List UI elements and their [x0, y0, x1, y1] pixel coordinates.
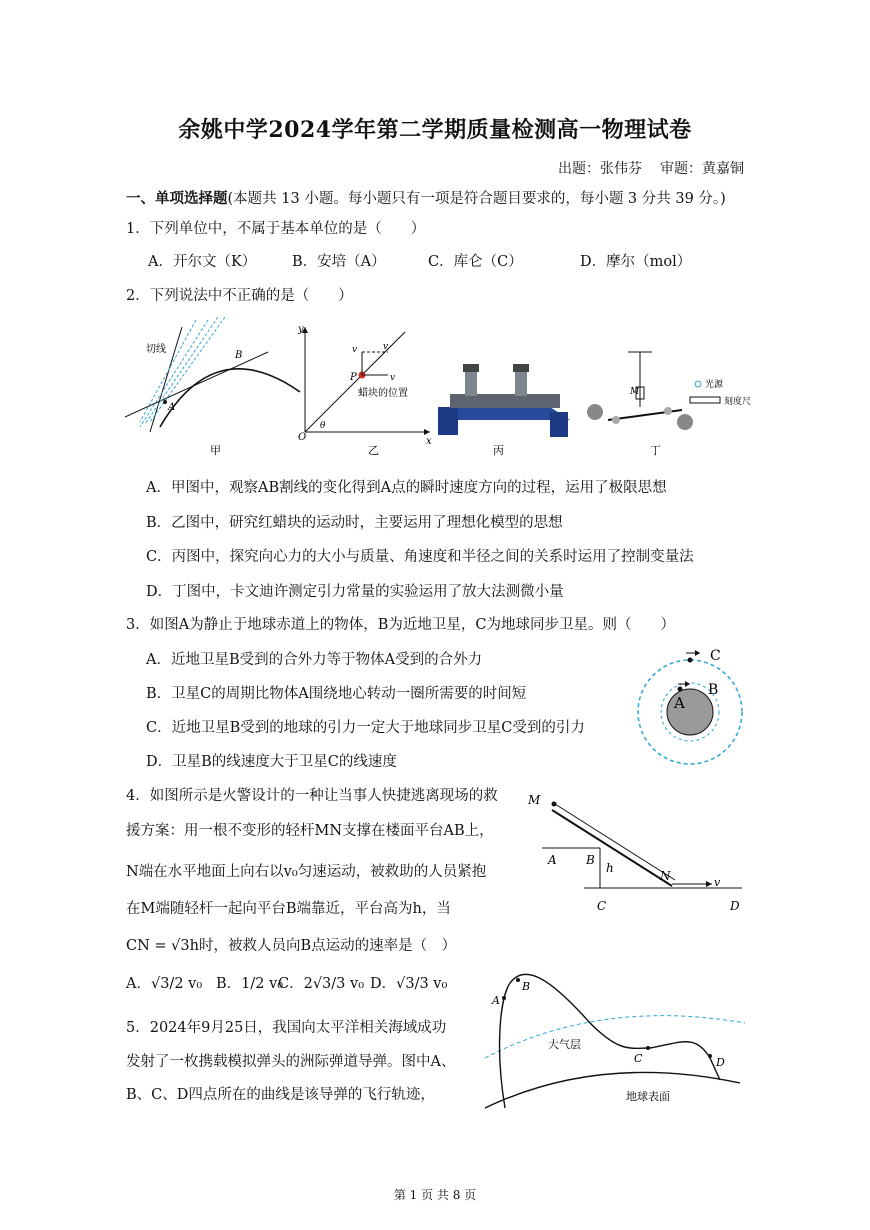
fig-yi: [297, 324, 432, 457]
q4-line-1: 4．如图所示是火警设计的一种让当事人快捷逃离现场的救: [126, 788, 498, 804]
setter: 出题：张伟芬: [558, 161, 642, 177]
svg-text:A: A: [168, 402, 176, 413]
q2-option-b: B．乙图中，研究红蜡块的运动时，主要运用了理想化模型的思想: [146, 515, 563, 531]
page-footer: 第 1 页 共 8 页: [393, 1188, 477, 1202]
svg-text:C: C: [710, 648, 721, 664]
q2-stem: 2．下列说法中不正确的是（ ）: [126, 288, 353, 304]
q3-option-b: B．卫星C的周期比物体A围绕地心转动一圈所需要的时间短: [146, 686, 527, 702]
svg-text:A: A: [492, 994, 500, 1007]
q5-line-2: 发射了一枚携载模拟弹头的洲际弹道导弹。图中A、: [126, 1054, 456, 1070]
svg-text:v: v: [383, 342, 389, 352]
q4-line-4: 在M端随轻杆一起向平台B端靠近，平台高为h，当: [126, 901, 451, 917]
q4-option-d: D．√3/3 v₀: [370, 976, 448, 992]
svg-text:M: M: [528, 793, 541, 807]
q3-option-d: D．卫星B的线速度大于卫星C的线速度: [146, 754, 397, 770]
q4-option-a: A．√3/2 v₀: [126, 976, 203, 992]
svg-text:D: D: [730, 899, 740, 913]
yi-label: 乙: [368, 444, 379, 457]
page-title: 余姚中学2024学年第二学期质量检测高一物理试卷: [178, 117, 692, 143]
svg-text:C: C: [634, 1052, 643, 1065]
q2-figures: [120, 312, 760, 462]
ruler-label: 刻度尺: [724, 397, 752, 407]
svg-text:θ: θ: [320, 421, 326, 431]
bing-label: 丙: [493, 444, 504, 457]
svg-text:M: M: [630, 387, 640, 397]
fig-ding: [587, 352, 751, 457]
tangent-label: 切线: [146, 344, 166, 355]
ding-label: 丁: [650, 444, 661, 457]
svg-text:P: P: [350, 372, 357, 383]
q2-option-c: C．丙图中，探究向心力的大小与质量、角速度和半径之间的关系时运用了控制变量法: [146, 549, 694, 565]
wax-label: 蜡块的位置: [358, 388, 408, 399]
q4-line-2: 援方案：用一根不变形的轻杆MN支撑在楼面平台AB上，: [126, 823, 494, 839]
svg-text:N: N: [660, 869, 671, 883]
q1-option-c: C．库仑（C）: [428, 254, 523, 270]
svg-text:B: B: [235, 350, 243, 361]
fig-bing: [438, 364, 570, 457]
svg-text:v: v: [390, 373, 396, 383]
q1-stem: 1．下列单位中，不属于基本单位的是（ ）: [126, 221, 426, 237]
svg-text:C: C: [597, 899, 607, 913]
q1-option-b: B．安培（A）: [292, 254, 386, 270]
q2-option-a: A．甲图中，观察AB割线的变化得到A点的瞬时速度方向的过程，运用了极限思想: [146, 480, 667, 496]
section-note: (本题共 13 小题。每小题只有一项是符合题目要求的，每小题 3 分共 39 分。): [227, 191, 726, 207]
light-label: 光源: [705, 380, 724, 390]
svg-text:y: y: [298, 324, 304, 335]
q3-stem: 3．如图A为静止于地球赤道上的物体，B为近地卫星，C为地球同步卫星。则（ ）: [126, 617, 675, 633]
q4-option-c: C．2√3/3 v₀: [278, 976, 365, 992]
q4-line-5: CN = √3h时，被救人员向B点运动的速率是（ ）: [126, 938, 457, 954]
q4-figure: [522, 790, 752, 915]
svg-text:h: h: [606, 861, 614, 875]
q5-figure: [480, 958, 750, 1113]
svg-text:v: v: [714, 876, 721, 889]
jia-label: 甲: [210, 444, 221, 457]
atmosphere-label: 大气层: [548, 1038, 581, 1051]
q1-option-a: A．开尔文（K）: [148, 254, 257, 270]
surface-label: 地球表面: [626, 1090, 670, 1103]
q2-option-d: D．丁图中，卡文迪许测定引力常量的实验运用了放大法测微小量: [146, 584, 564, 600]
q5-line-3: B、C、D四点所在的曲线是该导弹的飞行轨迹，: [126, 1087, 435, 1103]
svg-text:O: O: [298, 432, 307, 443]
svg-text:v: v: [352, 345, 358, 355]
svg-text:A: A: [548, 853, 557, 867]
svg-text:B: B: [522, 980, 531, 993]
q3-figure: [630, 642, 750, 767]
fig-jia: [125, 317, 300, 457]
q4-option-b: B．1/2 v₀: [216, 976, 284, 992]
reviewer: 审题：黄嘉铜: [660, 161, 744, 177]
authors: [540, 158, 744, 178]
q3-option-a: A．近地卫星B受到的合外力等于物体A受到的合外力: [146, 652, 483, 668]
svg-text:B: B: [586, 853, 595, 867]
q1-option-d: D．摩尔（mol）: [580, 254, 692, 270]
section-title: 一、单项选择题: [126, 190, 228, 207]
q4-line-3: N端在水平地面上向右以v₀匀速运动，被救助的人员紧抱: [126, 864, 487, 880]
section-heading: [126, 187, 726, 208]
svg-text:x: x: [426, 436, 432, 447]
svg-text:D: D: [716, 1056, 725, 1069]
svg-text:B: B: [708, 682, 719, 698]
svg-text:A: A: [674, 694, 685, 712]
q5-line-1: 5．2024年9月25日，我国向太平洋相关海域成功: [126, 1020, 447, 1036]
q3-option-c: C．近地卫星B受到的地球的引力一定大于地球同步卫星C受到的引力: [146, 720, 585, 736]
